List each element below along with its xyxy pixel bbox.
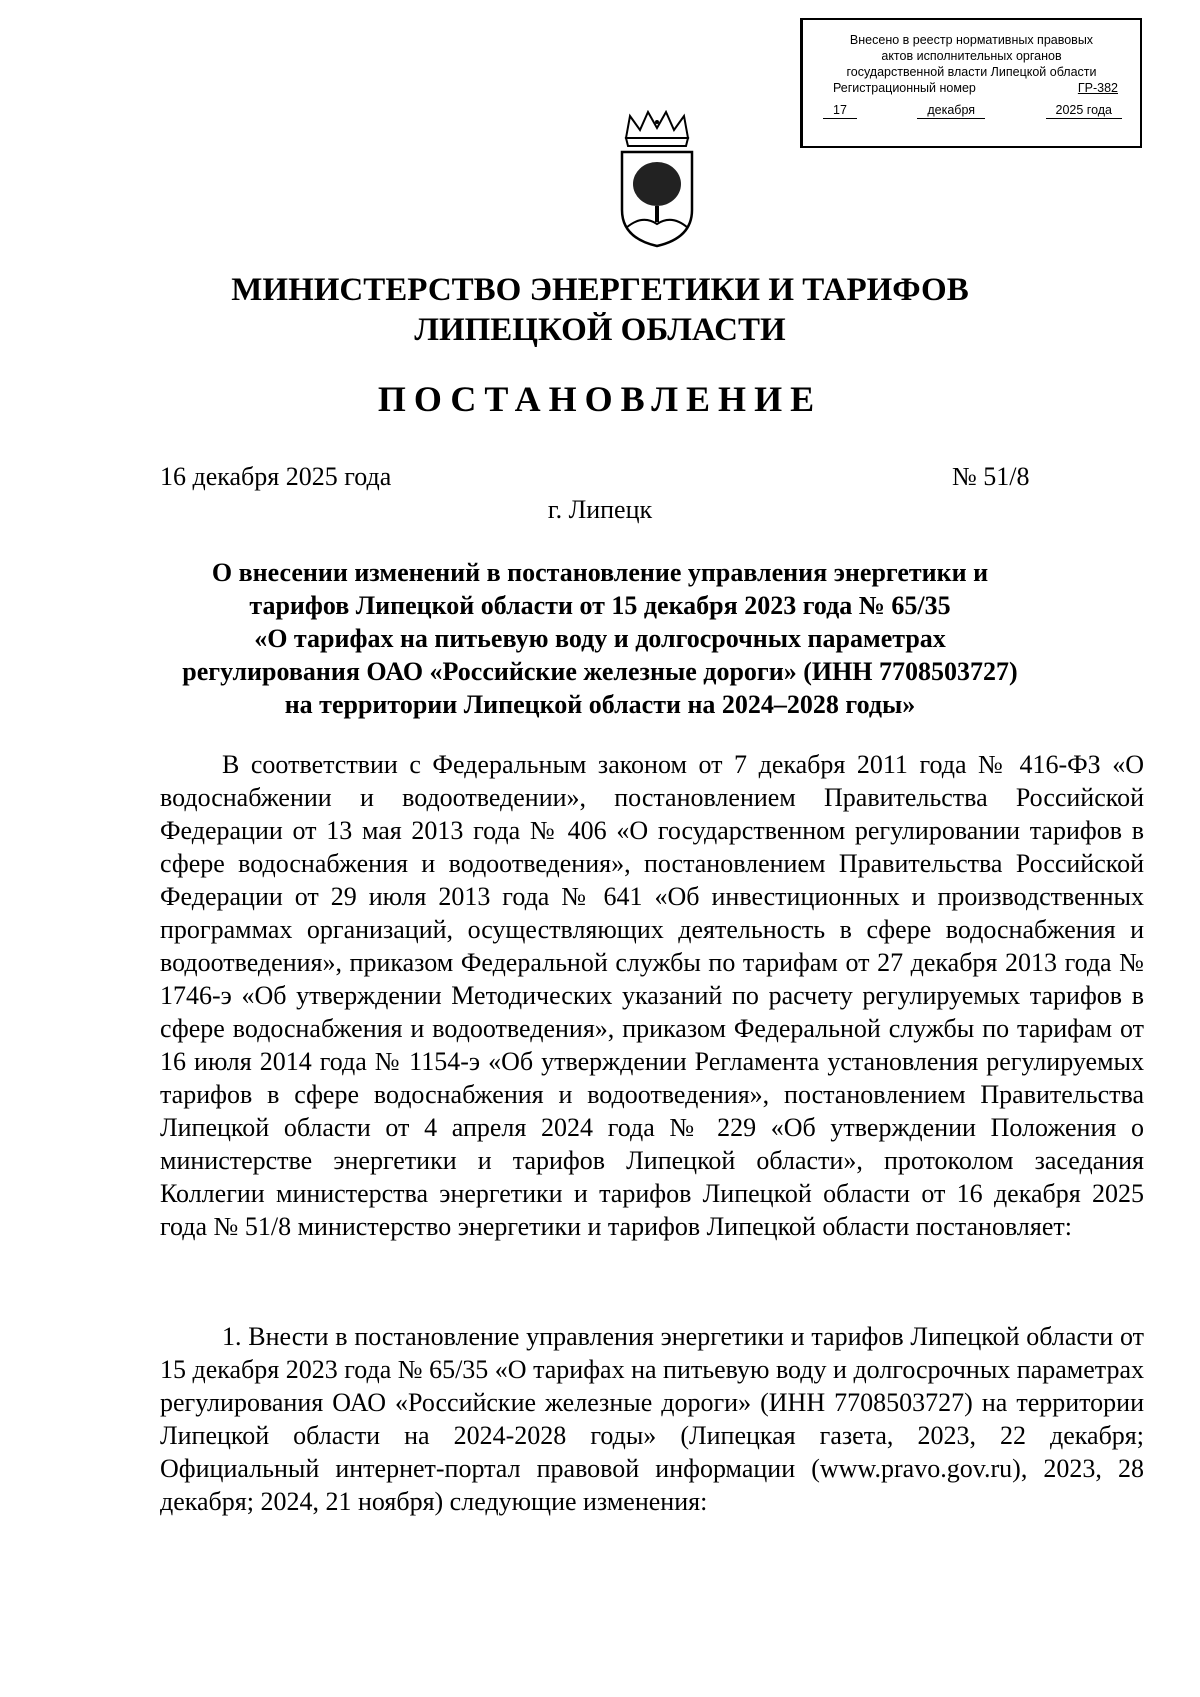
stamp-line: государственной власти Липецкой области (846, 65, 1097, 79)
coat-of-arms-icon (612, 110, 702, 250)
stamp-line: актов исполнительных органов (881, 49, 1062, 63)
stamp-day: 17 (823, 102, 857, 119)
preamble-text: В соответствии с Федеральным законом от 7 декабря 2011 года № 416-ФЗ «О водоснабжении и водоотведении», постановлением Правительства Российской Федерации от 13 мая 2013 года № 406 «О государственном регулировании тарифов в сфере водоснабжения и водоотведения», постановлением Правительства Российской Федерации от 29 июля 2013 года № 641 «Об инвестиционных и производственных программах организаций, осуществляющих деятельность в сфере водоснабжения и водоотведения», приказом Федеральной службы по тарифам от 27 декабря 2013 года № 1746-э «Об утверждении Методических указаний по расчету регулируемых тарифов в сфере водоснабжения и водоотведения», приказом Федеральной службы по тарифам от 16 июля 2014 года № 1154-э «Об утверждении Регламента установления регулируемых тарифов в сфере водоснабжения и водоотведения», постановлением Правительства Липецкой области от 4 апреля 2024 года № 229 «Об утверждении Положения о министерстве энергетики и тарифов Липецкой области», протоколом заседания Коллегии министерства энергетики и тарифов Липецкой области от 16 декабря 2025 года № 51/8 министерство энергетики и тарифов Липецкой области постановляет: (160, 750, 1144, 1241)
document-city: г. Липецк (547, 495, 653, 524)
document-title (150, 556, 1050, 721)
stamp-registration-row (803, 80, 1140, 96)
registry-stamp (800, 18, 1142, 148)
document-type: ПОСТАНОВЛЕНИЕ (377, 379, 823, 419)
document-number: № 51/8 (952, 462, 1030, 491)
title-line: на территории Липецкой области на 2024–2028 годы» (284, 690, 916, 719)
stamp-reg-number: ГР-382 (1077, 81, 1118, 95)
stamp-year: 2025 года (1046, 102, 1123, 119)
title-line: тарифов Липецкой области от 15 декабря 2023 года № 65/35 (249, 591, 951, 620)
title-line: регулирования ОАО «Российские железные дороги» (ИНН 7708503727) (182, 657, 1018, 686)
body-paragraph-preamble (160, 748, 1144, 1243)
body-paragraph-item-1 (160, 1320, 1144, 1518)
title-line: О внесении изменений в постановление управления энергетики и (211, 558, 989, 587)
ministry-name-line1: МИНИСТЕРСТВО ЭНЕРГЕТИКИ И ТАРИФОВ (231, 272, 969, 308)
stamp-month: декабря (917, 102, 985, 119)
ministry-name-line2: ЛИПЕЦКОЙ ОБЛАСТИ (414, 312, 786, 348)
item-1-text: 1. Внести в постановление управления энергетики и тарифов Липецкой области от 15 декабря 2023 года № 65/35 «О тарифах на питьевую воду и долгосрочных параметрах регулирования ОАО «Российские железные дороги» (ИНН 7708503727) на территории Липецкой области на 2024-2028 годы» (Липецкая газета, 2023, 22 декабря; Официальный интернет-портал правовой информации (www.pravo.gov.ru), 2023, 28 декабря; 2024, 21 ноября) следующие изменения: (160, 1322, 1145, 1516)
stamp-date-row (803, 96, 1140, 119)
ministry-name (0, 270, 1200, 350)
title-line: «О тарифах на питьевую воду и долгосрочных параметрах (254, 624, 946, 653)
document-date: 16 декабря 2025 года (160, 462, 392, 491)
stamp-reg-label: Регистрационный номер (833, 81, 976, 95)
stamp-line: Внесено в реестр нормативных правовых (849, 33, 1094, 47)
